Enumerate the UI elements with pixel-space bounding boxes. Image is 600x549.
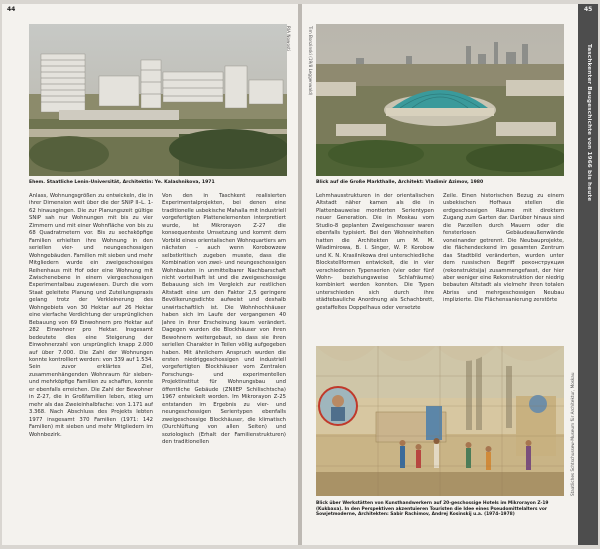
mosaic-caption: Blick über Werkstätten von Kunsthandwerkern auf 20-geschossige Hotels im Mikrorayon Z-19 (Kukbaxa). In den Perspektiven akzentuieren Touristen die Idee eines Pseudomittelalters vor Sowjetmoderne, Architekten: Sabir Rachimov, Andrej Kosinskij u.a. (1974–1978)	[316, 501, 549, 517]
photo-credit: Tim Bonzinski (19/8 Leggenwald)	[308, 26, 313, 96]
market-hall-photo-image	[316, 24, 564, 176]
university-photo	[29, 24, 287, 176]
chapter-title: Taschkenter Baugeschichte von 1966 bis heute	[586, 44, 592, 202]
text-column-2: Zeile. Einen historischen Bezug zu einem usbekischen Hofhaus stellen die erdgeschossigen Räume mit direktem Zugang zum Garten dar. Darüber hinaus sind die Parzellen durch Mauern oder die fensterlosen Gebäudeaußenwände voneinander getrennt. Die Neubauprojekte, die flächendeckend im gesamten Zentrum das Stadtbild veränderten, wurden unter dem russischen Begriff реконструкция (rekonstruktsija) zusammengefasst, der hier aber weniger eine Rekonstruktion der niedrig bebauten Altstadt als vielmehr ihren totalen Abriss und mehrgeschossigen Neubau implizierte. Die Flächensanierung zerstörte	[443, 193, 564, 304]
text-column-1: Anlass, Wohnungsgrößen zu entwickeln, die in ihrer Dimension weit über die der SNiP II–L. 1-62 hinausgingen. Die zur Planungszeit gültige SNiP sah nur Wohnungen mit bis zu vier Zimmern und mit einer Wohnfläche von bis zu 68 Quadratmetern vor. Bis zu sechsköpfige Familien erhielten ihre Wohnung in den seriellen vier- und neungeschossigen Wohngebäuden. Familien mit sieben und mehr Mitgliedern wurde ein zweigeschossiges Reihenhaus mit Hof oder eine Wohnung mit Zwischenebene in einem viergeschossigen Experimentalbau zugewiesen. Durch die vom Staat geleitete Planung und Zuteilungspraxis gelang trotz der Verkleinerung des Wohngebiets von 30 Hektar auf 26 Hektar eine vierfache Verdichtung der ursprünglichen Bebauung von 69 Einwohnern pro Hektar auf 282 Einwohner pro Hektar. Insgesamt bedeutete dies eine Steigerung der Einwohnerzahl von ursprünglich knapp 2.000 auf über 7.000. Die Zahl der Wohnungen konnte kontrolliert werden: von 339 auf 1.534. Sein zuvor erklärtes Ziel, zusammenhängenden Wohnraum für sieben- und mehrköpfige Familien zu schaffen, konnte er ebenfalls erreichen. Die Zahl der Bewohner in Z-27, die in Großfamilien leben, stieg um mehr als das Zweieinhalbfache: von 1.171 auf 3.368. Nach Abschluss des Projekts lebten 1977 insgesamt 370 Familien (1971: 142 Familien) mit sieben und mehr Mitgliedern im Wohnbezirk.	[29, 193, 153, 438]
chapter-title-vertical	[583, 44, 595, 344]
chapter-sidebar	[578, 4, 598, 545]
mosaic-credit: Staatliches Schtschussew-Museum für Architektur, Moskau	[570, 372, 575, 496]
market-hall-photo	[316, 24, 564, 176]
photo-caption: Blick auf die Große Markthalle, Architekt: Vladimir Azimov, 1980	[316, 180, 484, 185]
university-photo-image	[29, 24, 287, 176]
right-page	[302, 4, 598, 545]
left-page	[2, 4, 298, 545]
photo-caption: Ehem. Staatliche Lenin-Universität, Architektin: Ye. Kalashnikova, 1971	[29, 180, 215, 185]
page-number: 45	[584, 6, 593, 13]
page-number: 44	[7, 6, 16, 13]
mosaic-panel	[316, 346, 564, 496]
text-column-2: Von den in Taschkent realisierten Experimentalprojekten, bei denen eine traditionelle usbekische Mahalla mit industriell vorgefertigten Plattenelementen interpretiert wurde, ist Mikrorayon Z-27 die konsequenteste Umsetzung und kommt dem Vorbild eines orientalischen Wohnquartiers am nächsten – auch wenn Korobowzew selbstkritisch zugeben musste, dass die Kombination von zwei- und neungeschossigen Wohnbauten in unmittelbarer Nachbarschaft nicht vorteilhaft ist und die zweigeschossige Bebauung sich im Vergleich zur restlichen Altstadt eine um den Faktor 2,5 geringere Bevölkerungsdichte aufweist und deshalb unwirtschaftlich ist. Die Wohnhochhäuser haben sich im Laufe der vergangenen 40 Jahre in ihrer Erscheinung kaum verändert. Dagegen wurden die Blockhäuser von ihren Bewohnern weitergebaut, so dass sie ihren seriellen Charakter in Teilen völlig aufgegeben haben. Mit ähnlichem Anspruch wurden die ersten niedriggeschossigen und industriell vorgefertigten Blockhäuser vom Zentralen Forschungs- und experimentellen Projektinstitut für Wohnungsbau und öffentliche Gebäude (ZNIIEP Schilischtscha) 1967 entwickelt worden. Im Mikrorayon Z-25 entstanden im Ergebnis zu vier- und neungeschossigen Serientypen ebenfalls zweigeschossige Blockhäuser, die klimatisch (Durchlüftung von allen Seiten) und soziologisch (Erhalt der Familienstrukturen) den traditionellen	[162, 193, 286, 445]
mosaic-panel-image	[316, 346, 564, 496]
text-column-1: Lehmhausstrukturen in der orientalischen Altstadt näher kamen als die in Plattenbauweise montierten Serientypen neuer Generation. Die in Moskau vom Studio-8 geplanten Zweigeschosser waren ebenfalls typisiert. Bei den Wohneinheiten hatten die Architekten um M. M. Wladimirowa, B. I. Singer, W. P. Korobow und K. N. Krasilnikowa drei unterschiedliche Blockstellformen entwickelt, die in vier verschiedenen Typenserien (vier oder fünf Wohn- beziehungsweise Schlafräume) kombiniert werden konnten. Die Typen unterschieden sich durch ihre städtebauliche Anordnung als Schachbrett, gestaffeltes Doppelhaus oder versetzte	[316, 193, 434, 311]
photo-credit: RIA Nowosti	[286, 26, 291, 52]
